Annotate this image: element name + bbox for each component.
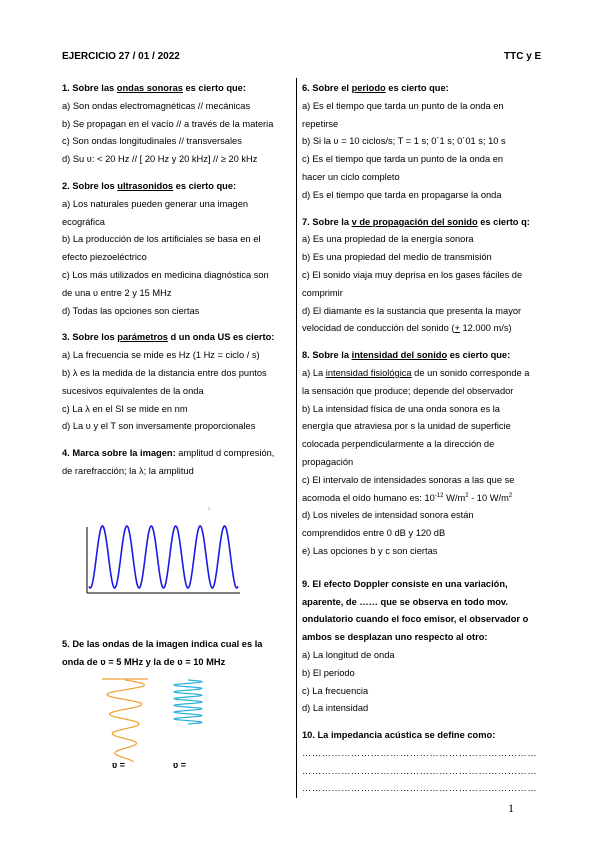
sine-wave-figure[interactable] bbox=[72, 503, 252, 613]
question-2 bbox=[62, 178, 294, 320]
question-2-option[interactable]: c) Los más utilizados en medicina diagnóstica son bbox=[62, 269, 269, 280]
question-6-option[interactable]: b) Si la ʋ = 10 ciclos/s; T = 1 s; 0´1 s; 0´01 s; 10 s bbox=[302, 136, 506, 147]
question-3-option[interactable]: b) λ es la medida de la distancia entre dos puntos bbox=[62, 367, 267, 378]
question-4-text: amplitud d compresión, bbox=[175, 448, 275, 459]
question-7-option-cont: comprimir bbox=[302, 287, 343, 298]
question-3-option-cont: sucesivos equivalentes de la onda bbox=[62, 385, 204, 396]
question-2-title: 2. Sobre los ultrasonidos es cierto que: bbox=[62, 180, 237, 191]
question-8-option[interactable]: b) La intensidad física de una onda sonora es la bbox=[302, 403, 500, 414]
question-9-title-cont: ambos se desplazan uno respecto al otro: bbox=[302, 632, 488, 643]
question-6-option-cont: repetirse bbox=[302, 118, 339, 129]
question-4 bbox=[62, 445, 294, 481]
question-4-title: 4. Marca sobre la imagen: bbox=[62, 448, 176, 459]
question-9-option[interactable]: c) La frecuencia bbox=[302, 685, 369, 696]
question-2-option[interactable]: d) Todas las opciones son ciertas bbox=[62, 305, 200, 316]
question-7-option[interactable]: d) El diamante es la sustancia que presenta la mayor bbox=[302, 305, 522, 316]
page-number: 1 bbox=[508, 801, 514, 815]
question-3-option[interactable]: d) La ʋ y el T son inversamente proporcionales bbox=[62, 421, 256, 432]
exam-title: EJERCICIO 27 / 01 / 2022 bbox=[62, 51, 180, 62]
question-1-title: 1. Sobre las ondas sonoras es cierto que: bbox=[62, 83, 246, 93]
question-6-title: 6. Sobre el periodo es cierto que: bbox=[302, 83, 449, 93]
question-1-option[interactable]: d) Su ʋ: < 20 Hz // [ 20 Hz y 20 kHz] // ≥ 20 kHz bbox=[62, 154, 258, 165]
question-1-option[interactable]: b) Se propagan en el vacío // a través de la materia bbox=[62, 118, 274, 129]
right-column bbox=[302, 80, 538, 798]
answer-line[interactable]: ……………………………………………………………… bbox=[302, 783, 538, 794]
question-3-title: 3. Sobre los parámetros d un onda US es cierto: bbox=[62, 332, 275, 343]
question-9-title-cont: aparente, de …… que se observa en todo mov. bbox=[302, 596, 508, 607]
left-column bbox=[62, 80, 294, 481]
orange-wave bbox=[107, 680, 144, 762]
answer-line[interactable]: ……………………………………………………………… bbox=[302, 765, 538, 776]
question-10-title: 10. La impedancia acústica se define como: bbox=[302, 730, 496, 741]
question-3-option[interactable]: a) La frecuencia se mide es Hz (1 Hz = ciclo / s) bbox=[62, 350, 260, 361]
question-8-option-cont: colocada perpendicularmente a la dirección de bbox=[302, 439, 495, 450]
question-9-option[interactable]: b) El periodo bbox=[302, 667, 355, 678]
q5-waves-figure[interactable] bbox=[100, 676, 210, 766]
question-8 bbox=[302, 347, 538, 561]
question-6-option-cont: hacer un ciclo completo bbox=[302, 171, 400, 182]
question-7-option[interactable]: c) El sonido viaja muy deprisa en los gases fáciles de bbox=[302, 269, 523, 280]
question-1-option[interactable]: a) Son ondas electromagnéticas // mecánicas bbox=[62, 100, 251, 111]
question-4-text-cont: de rarefracción; la λ; la amplitud bbox=[62, 465, 194, 476]
question-10 bbox=[302, 727, 538, 798]
question-7-title: 7. Sobre la v de propagación del sonido es cierto q: bbox=[302, 216, 530, 227]
question-8-option-cont: la sensación que produce; depende del observador bbox=[302, 385, 514, 396]
question-2-option-cont: de una ʋ entre 2 y 15 MHz bbox=[62, 287, 172, 298]
question-8-option[interactable]: d) Los niveles de intensidad sonora están bbox=[302, 510, 474, 521]
question-6-option[interactable]: c) Es el tiempo que tarda un punto de la onda en bbox=[302, 154, 504, 165]
course-code: TTC y E bbox=[504, 51, 542, 62]
question-8-title: 8. Sobre la intensidad del sonido es cierto que: bbox=[302, 350, 511, 361]
question-6-option[interactable]: d) Es el tiempo que tarda en propagarse la onda bbox=[302, 189, 502, 200]
question-2-option[interactable]: a) Los naturales pueden generar una imagen bbox=[62, 198, 249, 209]
question-9 bbox=[302, 576, 538, 718]
question-2-option-cont: ecográfica bbox=[62, 216, 105, 227]
question-5 bbox=[62, 636, 294, 672]
question-1-option[interactable]: c) Son ondas longitudinales // transversales bbox=[62, 136, 242, 147]
blue-sine-wave bbox=[89, 526, 238, 588]
question-8-option[interactable]: a) La intensidad fisiológica de un sonido corresponde a bbox=[302, 367, 530, 378]
cyan-wave bbox=[174, 680, 202, 724]
question-9-title: 9. El efecto Doppler consiste en una variación, bbox=[302, 578, 508, 589]
wave-b-frequency-label: ʋ = bbox=[173, 760, 186, 770]
question-9-option[interactable]: a) La longitud de onda bbox=[302, 649, 395, 660]
question-2-option-cont: efecto piezoeléctrico bbox=[62, 252, 147, 263]
question-8-option[interactable]: c) El intervalo de intensidades sonoras a las que se bbox=[302, 474, 515, 485]
question-7-option[interactable]: b) Es una propiedad del medio de transmisión bbox=[302, 252, 492, 263]
answer-line[interactable]: ……………………………………………………………… bbox=[302, 747, 538, 758]
question-9-option[interactable]: d) La intensidad bbox=[302, 703, 369, 714]
question-1 bbox=[62, 80, 294, 169]
question-8-option-cont: comprendidos entre 0 dB y 120 dB bbox=[302, 528, 446, 539]
question-9-title-cont: ondulatorio cuando el foco emisor, el observador o bbox=[302, 614, 529, 625]
question-3-option[interactable]: c) La λ en el SI se mide en nm bbox=[62, 403, 188, 414]
question-8-option-cont: energía que atraviesa por s la unidad de superficie bbox=[302, 421, 511, 432]
question-8-option[interactable]: e) Las opciones b y c son ciertas bbox=[302, 545, 438, 556]
question-7-option[interactable]: a) Es una propiedad de la energía sonora bbox=[302, 234, 474, 245]
question-5-title: 5. De las ondas de la imagen indica cual es la bbox=[62, 639, 263, 649]
question-3 bbox=[62, 329, 294, 436]
question-7-option-cont: velocidad de conducción del sonido (+ 12.000 m/s) bbox=[302, 323, 512, 334]
question-6 bbox=[302, 80, 538, 205]
wave-a-frequency-label: ʋ = bbox=[112, 760, 125, 770]
question-8-option-cont: propagación bbox=[302, 456, 354, 467]
question-5-title-cont: onda de ʋ = 5 MHz y la de ʋ = 10 MHz bbox=[62, 656, 226, 667]
column-divider bbox=[296, 78, 297, 798]
question-6-option[interactable]: a) Es el tiempo que tarda un punto de la onda en bbox=[302, 100, 504, 111]
question-2-option[interactable]: b) La producción de los artificiales se basa en el bbox=[62, 234, 261, 245]
question-7 bbox=[302, 214, 538, 339]
question-8-option-cont: acomoda el oído humano es: $10^{-12}$ $W/m^2 - 10$ $W/m^2$ bbox=[302, 492, 513, 503]
